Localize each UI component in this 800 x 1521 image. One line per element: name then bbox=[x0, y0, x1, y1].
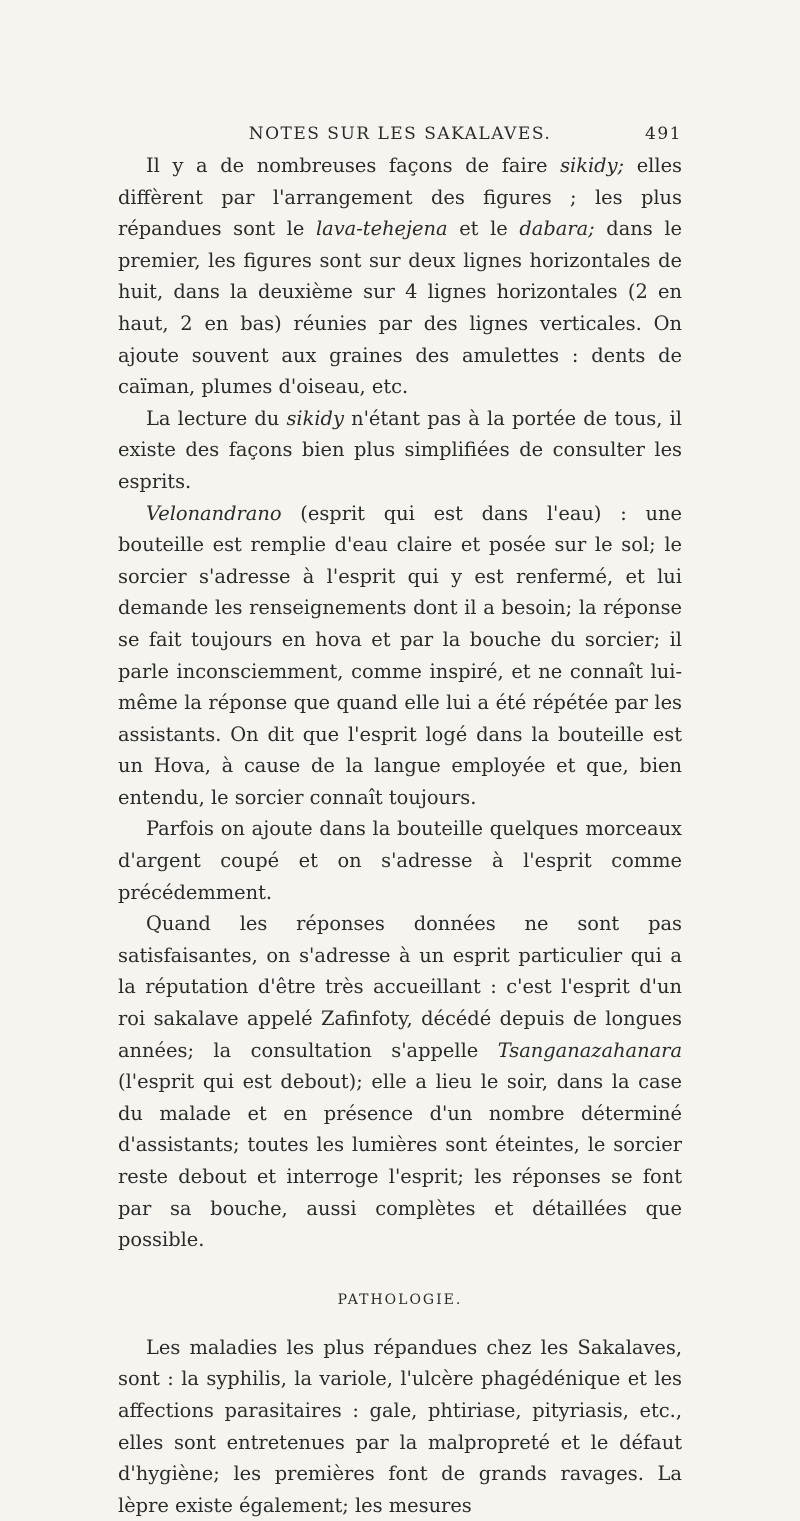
text-run: n'étant pas à la portée de tous, il existe des façons bien plus simplifiées de consulter les esprits. bbox=[118, 406, 682, 493]
paragraph bbox=[118, 403, 682, 498]
paragraph bbox=[118, 1332, 682, 1521]
paragraph bbox=[118, 908, 682, 1256]
italic-term: lava-tehejena bbox=[315, 217, 448, 241]
paragraphs-before-section bbox=[118, 150, 682, 1256]
paragraphs-after-section bbox=[118, 1332, 682, 1521]
paragraph bbox=[118, 498, 682, 814]
italic-term: Velonandrano bbox=[146, 501, 282, 525]
text-run: (esprit qui est dans l'eau) : une bouteille est remplie d'eau claire et posée sur le sol; le sorcier s'adresse à l'esprit qui y est renfermé, et lui demande les renseignements dont il a besoin; la réponse se fait toujours en hova et par la bouche du sorcier; il parle inconsciemment, comme inspiré, et ne connaît lui-même la réponse que quand elle lui a été répétée par les assistants. On dit que l'esprit logé dans la bouteille est un Hova, à cause de la langue employée et que, bien entendu, le sorcier connaît toujours. bbox=[118, 501, 682, 809]
running-title: NOTES SUR LES SAKALAVES. bbox=[248, 124, 552, 144]
italic-term: sikidy bbox=[286, 406, 344, 430]
italic-term: sikidy; bbox=[560, 154, 625, 177]
text-run: et le bbox=[447, 217, 520, 241]
italic-term: dabara; bbox=[519, 217, 595, 241]
section-heading: PATHOLOGIE. bbox=[337, 1291, 463, 1308]
text-run: Il y a de nombreuses façons de faire bbox=[146, 154, 561, 177]
page-header bbox=[118, 124, 682, 152]
page-body bbox=[118, 150, 682, 1521]
text-run: Parfois on ajoute dans la bouteille quelques morceaux d'argent coupé et on s'adresse à l'esprit comme précédemment. bbox=[118, 817, 682, 904]
text-run: La lecture du bbox=[146, 406, 287, 430]
page-number: 491 bbox=[645, 124, 682, 144]
text-run: Les maladies les plus répandues chez les Sakalaves, sont : la syphilis, la variole, l'ulcère phagédénique et les affections parasitaires : gale, phtiriase, pityriasis, etc., elles sont entretenues par la malpropreté et le défaut d'hygiène; les premières font de grands ravages. La lèpre existe également; les mesures bbox=[118, 1335, 682, 1517]
paragraph bbox=[118, 813, 682, 908]
paragraph bbox=[118, 150, 682, 403]
text-run: dans le premier, les figures sont sur deux lignes horizontales de huit, dans la deuxième sur 4 lignes horizontales (2 en haut, 2 en bas) réunies par des lignes verticales. On ajoute souvent aux graines des amulettes : dents de caïman, plumes d'oiseau, etc. bbox=[118, 217, 683, 399]
text-run: elles diffèrent par l'arrangement des figures ; les plus répandues sont le bbox=[118, 154, 682, 241]
text-run: Quand les réponses données ne sont pas satisfaisantes, on s'adresse à un esprit particulier qui a la réputation d'être très accueillant : c'est l'esprit d'un roi sakalave appelé Zafinfoty, décédé depuis de longues années; la consultation s'appelle bbox=[118, 912, 682, 1062]
text-run: (l'esprit qui est debout); elle a lieu le soir, dans la case du malade et en présence d'un nombre déterminé d'assistants; toutes les lumières sont éteintes, le sorcier reste debout et interroge l'esprit; les réponses se font par sa bouche, aussi complètes et détaillées que possible. bbox=[118, 1070, 682, 1252]
italic-term: Tsanganazahanara bbox=[497, 1038, 682, 1062]
